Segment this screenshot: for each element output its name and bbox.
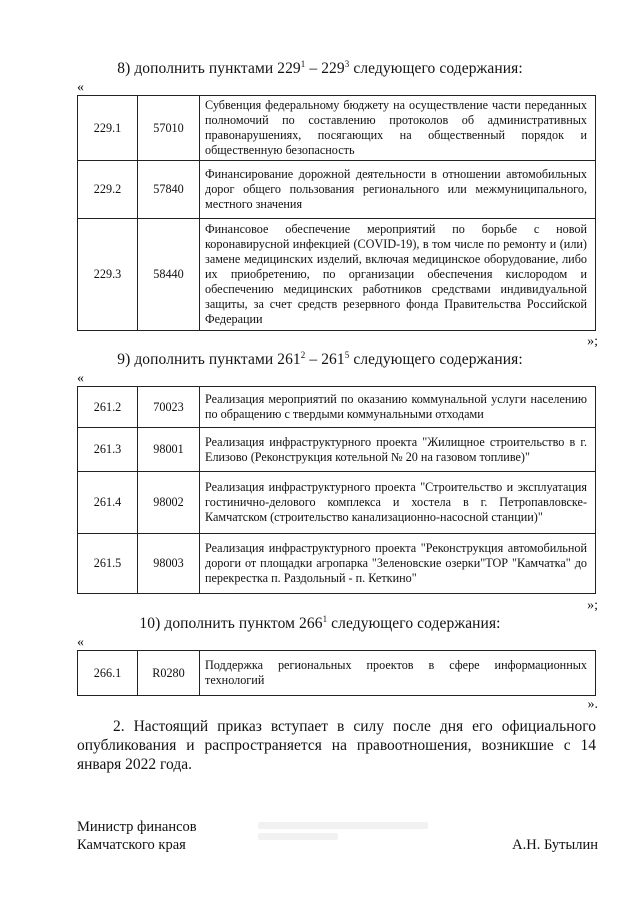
row-number: 261.3 <box>78 428 138 472</box>
row-description: Реализация инфраструктурного проекта "Жилищное строительство в г. Елизово (Реконструкция котельной № 20 на газовом топливе)" <box>200 428 596 472</box>
heading-text: следующего содержания: <box>349 60 523 77</box>
superscript: 2 <box>300 350 306 360</box>
paragraph-effective-date <box>77 717 596 774</box>
row-number: 229.3 <box>78 219 138 331</box>
table-section-9 <box>77 386 596 594</box>
heading-text: 10) дополнить пунктом 266 <box>139 615 323 632</box>
row-number: 261.2 <box>78 387 138 428</box>
table-section-10 <box>77 650 596 696</box>
row-description: Реализация мероприятий по оказанию коммунальной услуги населению по обращению с твердыми коммунальными отходами <box>200 387 596 428</box>
row-number: 229.1 <box>78 96 138 161</box>
row-description: Реализация инфраструктурного проекта "Строительство и эксплуатация гостинично-делового комплекса и хостела в г. Петропавловске-Камчатском (строительство канализационно-насосной станции)" <box>200 472 596 534</box>
table-row <box>78 387 596 428</box>
signatory-title-line2: Камчатского края <box>77 837 186 853</box>
superscript: 3 <box>344 59 350 69</box>
superscript: 5 <box>344 350 350 360</box>
faded-signature-stamp <box>258 818 438 858</box>
row-code: 98001 <box>138 428 200 472</box>
superscript: 1 <box>300 59 306 69</box>
section-9-heading <box>0 351 640 369</box>
close-quote: ». <box>587 697 598 712</box>
row-code: R0280 <box>138 651 200 696</box>
row-code: 98003 <box>138 534 200 594</box>
row-number: 261.4 <box>78 472 138 534</box>
heading-text: – 261 <box>305 351 345 368</box>
table-row <box>78 219 596 331</box>
row-description: Реализация инфраструктурного проекта "Реконструкция автомобильной дороги от площадки агропарка "Зеленовские озерки"ТОР "Камчатка" до перекрестка п. Раздольный - п. Кеткино" <box>200 534 596 594</box>
table-row <box>78 534 596 594</box>
row-number: 266.1 <box>78 651 138 696</box>
heading-text: следующего содержания: <box>327 615 501 632</box>
close-quote: »; <box>587 598 598 613</box>
table-section-8 <box>77 95 596 331</box>
row-description: Субвенция федеральному бюджету на осуществление части переданных полномочий по составлению протоколов об административных правонарушениях, посягающих на общественный порядок и общественную безопасность <box>200 96 596 161</box>
row-number: 229.2 <box>78 161 138 219</box>
heading-text: следующего содержания: <box>349 351 523 368</box>
signatory-title-line1: Министр финансов <box>77 819 197 835</box>
row-number: 261.5 <box>78 534 138 594</box>
table-row <box>78 96 596 161</box>
row-code: 70023 <box>138 387 200 428</box>
heading-text: – 229 <box>305 60 345 77</box>
open-quote: « <box>77 80 84 95</box>
row-code: 98002 <box>138 472 200 534</box>
row-code: 57840 <box>138 161 200 219</box>
open-quote: « <box>77 635 84 650</box>
paragraph-text: 2. Настоящий приказ вступает в силу после дня его официального опубликования и распространяется на правоотношения, возникшие с 14 января 2022 года. <box>77 718 596 773</box>
table-row <box>78 651 596 696</box>
heading-text: 8) дополнить пунктами 229 <box>117 60 301 77</box>
table-row <box>78 161 596 219</box>
signatory-name: А.Н. Бутылин <box>512 837 598 853</box>
section-10-heading <box>0 615 640 633</box>
heading-text: 9) дополнить пунктами 261 <box>117 351 301 368</box>
superscript: 1 <box>322 614 328 624</box>
row-description: Финансирование дорожной деятельности в отношении автомобильных дорог общего пользования регионального или межмуниципального, местного значения <box>200 161 596 219</box>
row-code: 57010 <box>138 96 200 161</box>
open-quote: « <box>77 371 84 386</box>
section-8-heading <box>0 60 640 78</box>
close-quote: »; <box>587 334 598 349</box>
table-row <box>78 472 596 534</box>
signatory-title <box>77 818 197 854</box>
table-row <box>78 428 596 472</box>
row-code: 58440 <box>138 219 200 331</box>
row-description: Поддержка региональных проектов в сфере информационных технологий <box>200 651 596 696</box>
row-description: Финансовое обеспечение мероприятий по борьбе с новой коронавирусной инфекцией (COVID-19), в том числе по ремонту и (или) замене медицинских изделий, включая медицинское оборудование, либо их приобретению, по организации обеспечения кислородом и обеспечению медицинских работников средствами индивидуальной защиты, за счет средств резервного фонда Правительства Российской Федерации <box>200 219 596 331</box>
